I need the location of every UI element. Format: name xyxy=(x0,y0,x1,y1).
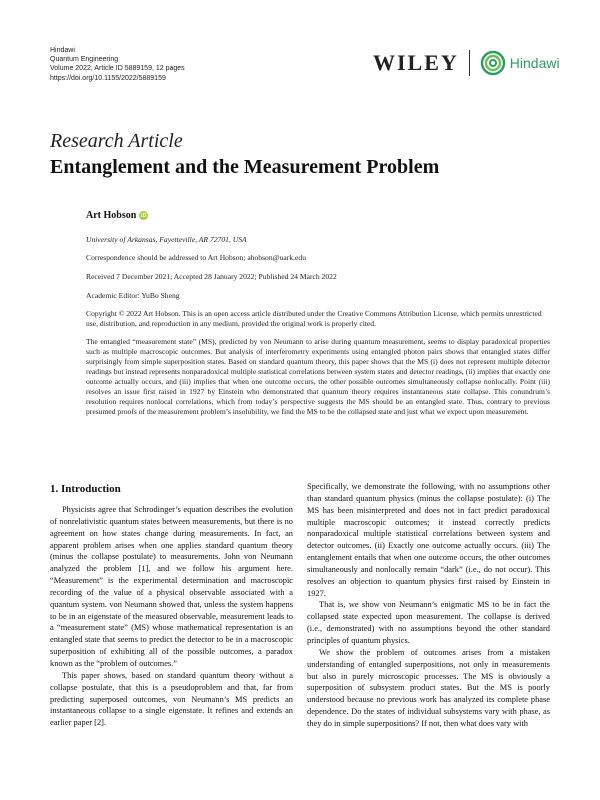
paragraph: Physicists agree that Schrodinger’s equation describes the evolution of nonrelativistic quantum states between measurements, but there is no agreement on how states change during measurements. In fact, an apparent problem arises when one applies standard quantum theory (minus the collapse postulate) to measurements. John von Neumann analyzed the problem [1], and we follow his argument here. “Measurement” is the experimental determination and macroscopic recording of the value of a physical observable associated with a quantum system. von Neumann showed that, unless the system happens to be in an eigenstate of the measured observable, measurement leads to a “measurement state” (MS) whose mathematical representation is an entangled state that seems to predict the detector to be in a macroscopic superposition of exhibiting all of the possible outcomes, a paradox known as the “problem of outcomes.” xyxy=(50,505,293,668)
journal-info xyxy=(50,46,185,83)
article-type: Research Article xyxy=(50,130,183,152)
paragraph: This paper shows, based on standard quantum theory without a collapse postulate, that this is a pseudoproblem and that, far from predicting superposed outcomes, von Neumann’s MS predicts an instantaneous collapse to a single eigenstate. It refines and extends an earlier paper [2]. xyxy=(50,670,293,728)
logo-divider xyxy=(469,50,470,76)
correspondence: Correspondence should be addressed to Art Hobson; ahobson@uark.edu xyxy=(86,253,306,262)
academic-editor: Academic Editor: YuBo Sheng xyxy=(86,291,180,300)
abstract-text: The entangled “measurement state” (MS), predicted by von Neumann to arise during quantum measurement, seems to display paradoxical properties such as multiple macroscopic outcomes. But analysis of interferometry experiments using entangled photon pairs shows that entangled states differ surprisingly from simple superposition states. Based on standard quantum theory, this paper shows that the MS (i) does not represent multiple detector readings but instead represents nonparadoxical multiple statistical correlations between system states and detector readings, (ii) implies that exactly one outcome actually occurs, and (iii) implies that when one outcome occurs, the other possible outcomes simultaneously collapse nonlocally. Point (iii) resolves an issue first raised in 1927 by Einstein who demonstrated that quantum theory requires instantaneous state collapse. This conundrum’s resolution requires nonlocal correlations, which from today’s perspective suggests the MS should be an entangled state. Thus, contrary to previous presumed proofs of the measurement problem’s insolubility, we find the MS to be the collapsed state and just what we expect upon measurement. xyxy=(86,337,552,416)
body-column-left xyxy=(50,504,293,729)
paragraph: That is, we show von Neumann’s enigmatic MS to be in fact the collapsed state expected upon measurement. The collapse is derived (i.e., demonstrated) with no assumptions beyond the other standard principles of quantum physics. xyxy=(307,600,550,645)
publisher-logos xyxy=(373,48,560,78)
publication-dates: Received 7 December 2021; Accepted 28 January 2022; Published 24 March 2022 xyxy=(86,272,337,281)
hindawi-logo-icon xyxy=(480,50,506,76)
section-heading: 1. Introduction xyxy=(50,483,121,495)
author xyxy=(86,210,148,221)
journal-line: Quantum Engineering xyxy=(50,56,119,64)
hindawi-logo-text: Hindawi xyxy=(509,55,560,71)
body-column-right xyxy=(307,481,550,730)
orcid-icon[interactable]: iD xyxy=(141,212,147,219)
paragraph: Specifically, we demonstrate the following, with no assumptions other than standard quantum physics (minus the collapse postulate): (i) The MS has been misinterpreted and does not in fact predict paradoxical multiple macroscopic outcomes; it instead correctly predicts nonparadoxical multiple statistical correlations between system and detector outcomes. (ii) Exactly one outcome actually occurs. (iii) The entanglement entails that when one outcome occurs, the other outcomes simultaneously and nonlocally remain “dark” (i.e., do not occur). This resolves an objection to quantum physics first raised by Einstein in 1927. xyxy=(307,482,550,598)
journal-line: Hindawi xyxy=(50,47,75,54)
wiley-logo: WILEY xyxy=(373,50,459,75)
abstract xyxy=(86,337,550,417)
article-title: Entanglement and the Measurement Problem xyxy=(50,156,440,178)
affiliation: University of Arkansas, Fayetteville, AR 72701, USA xyxy=(86,235,247,244)
paragraph: We show the problem of outcomes arises from a mistaken understanding of entangled superpositions, not only in measurements but also in purely microscopic processes. The MS is obviously a superposition of subsystem product states. But the MS is poorly understood because no previous work has analyzed its complete phase dependence. Do the states of individual subsystems vary with phase, as they do in simple superpositions? If not, then what does vary with xyxy=(307,647,550,728)
doi-link[interactable]: https://doi.org/10.1155/2022/5889159 xyxy=(50,74,166,82)
copyright-notice: Copyright © 2022 Art Hobson. This is an open access article distributed under the Creative Commons Attribution License, which permits unrestricted use, distribution, and reproduction in any medium, provided the original work is properly cited. xyxy=(86,309,542,328)
author-name[interactable]: Art Hobson xyxy=(86,210,137,221)
journal-line: Volume 2022, Article ID 5889159, 12 pages xyxy=(50,65,185,73)
